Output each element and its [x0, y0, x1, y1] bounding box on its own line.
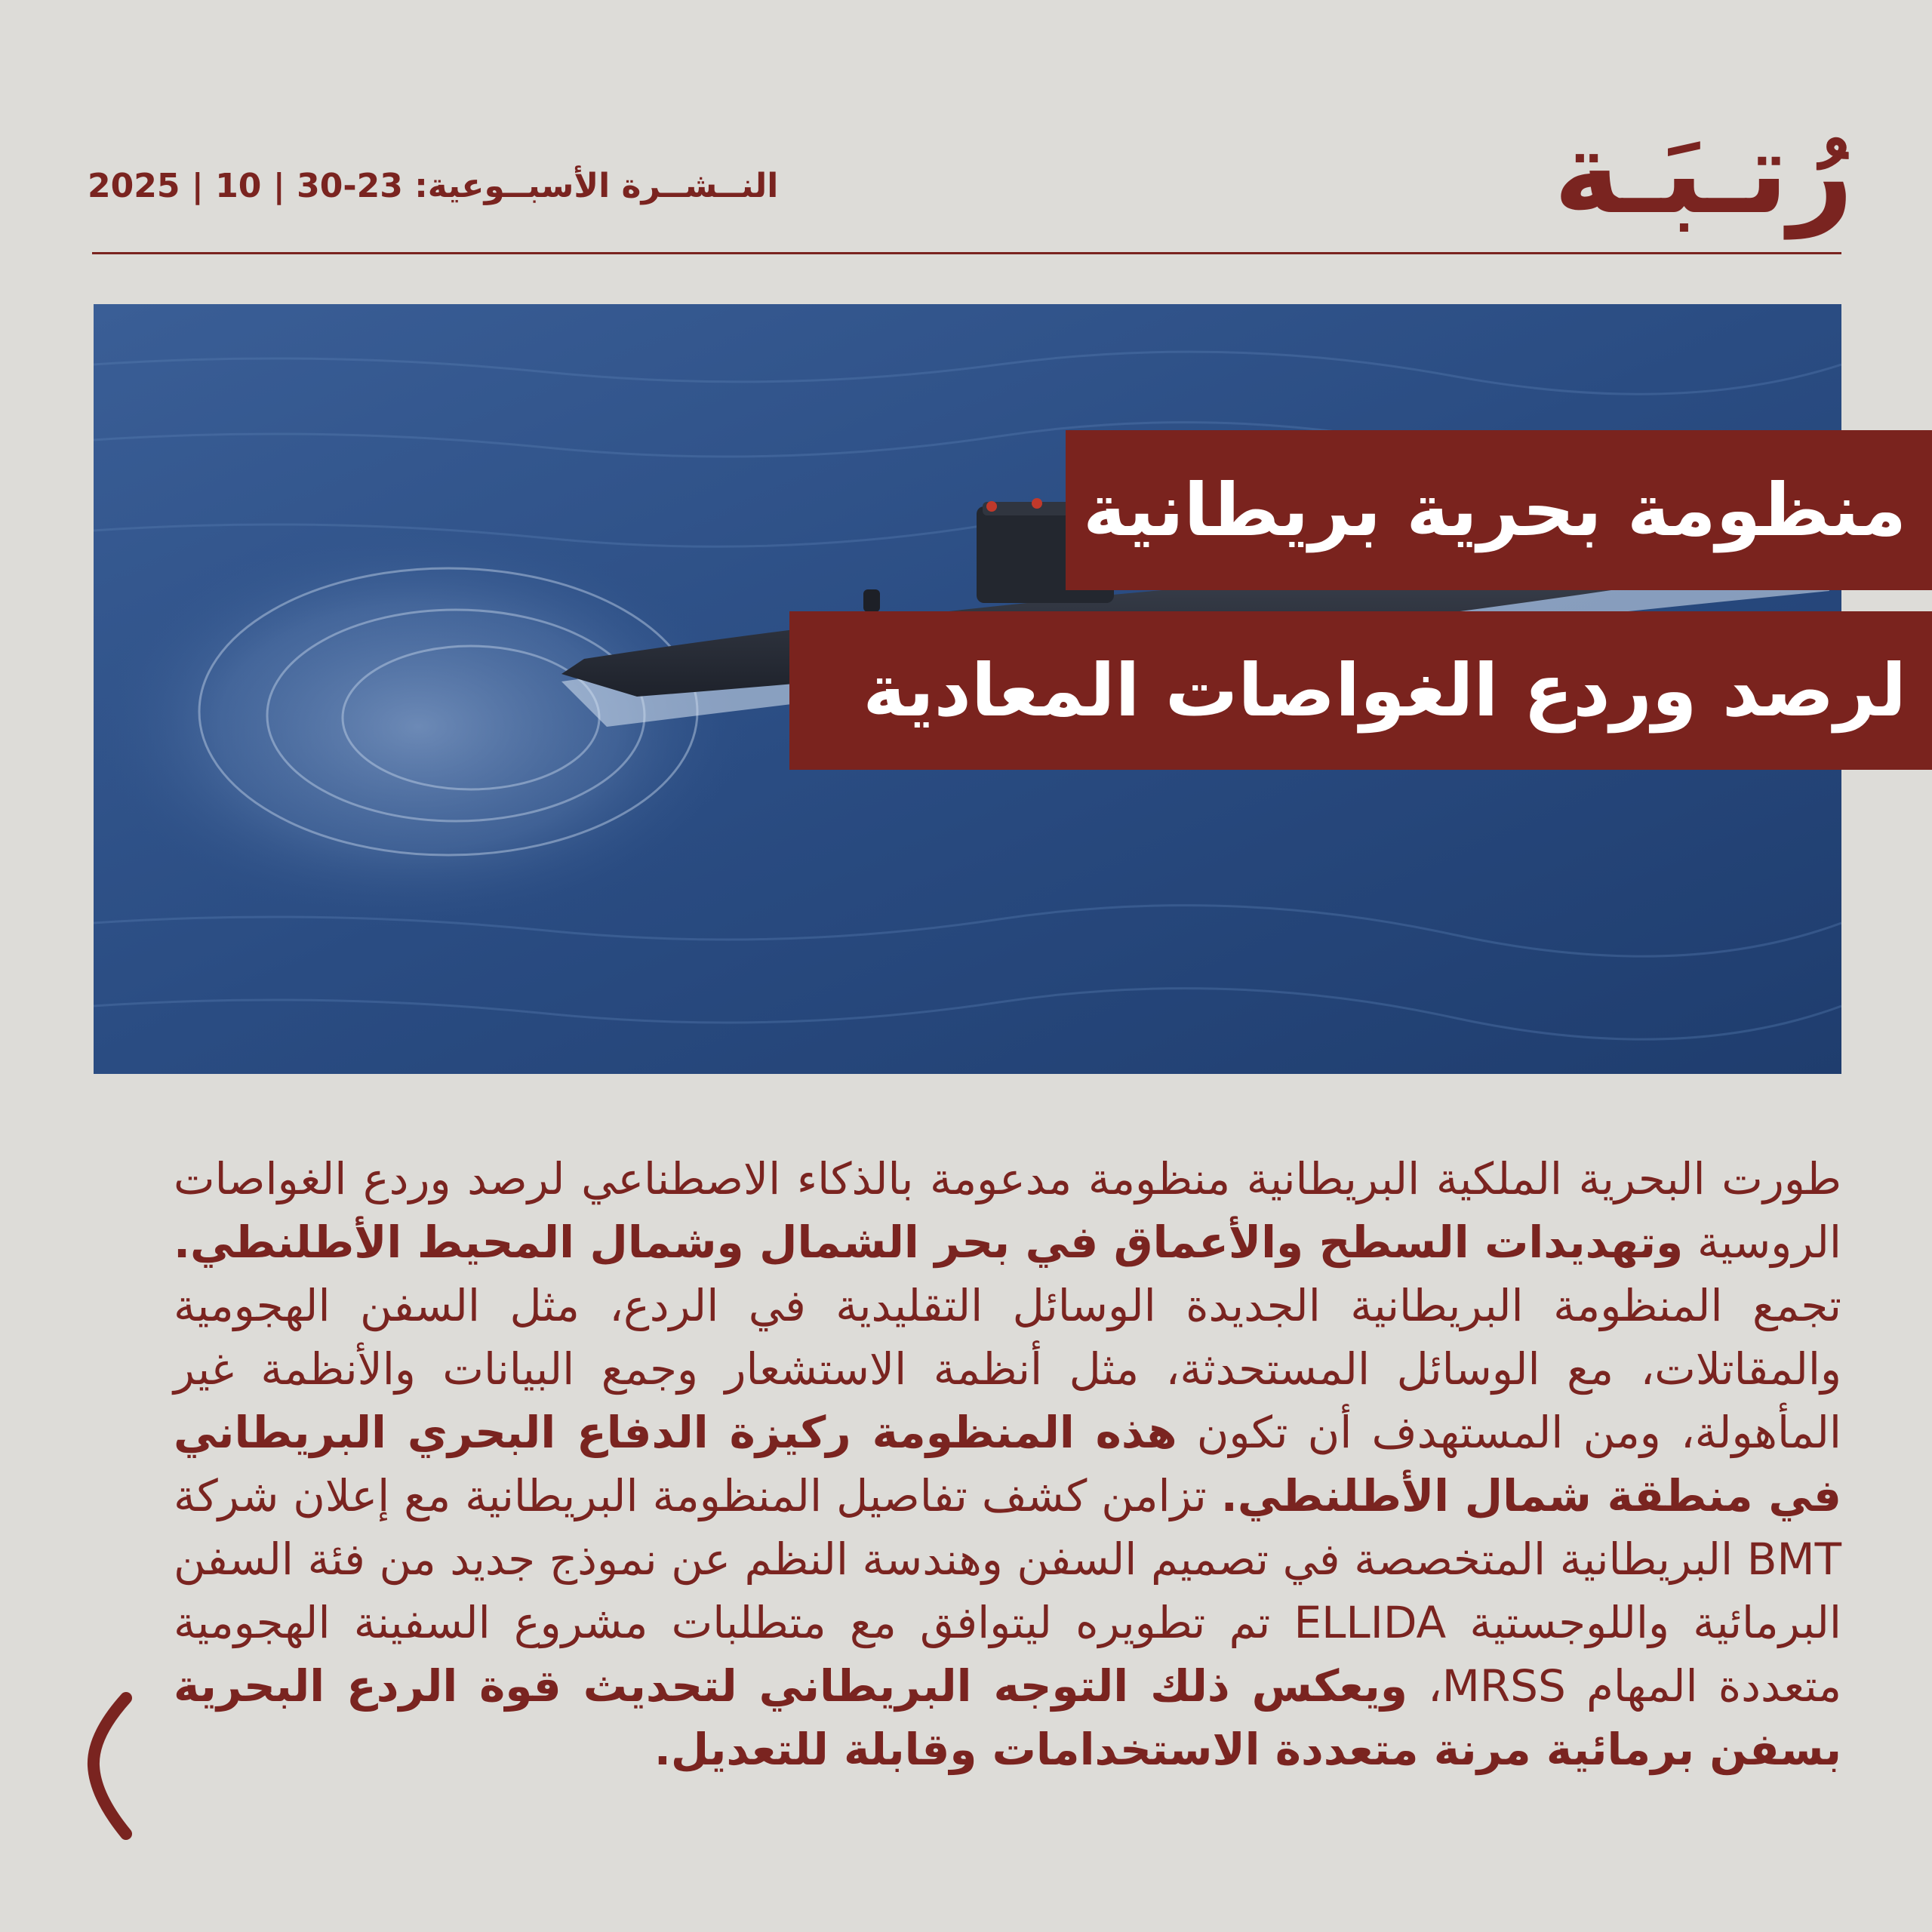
issue-label: النــشــرة الأسبــوعية: 23-30 | 10 | 2025 — [88, 167, 779, 205]
logo-text: رُتـبَـة — [1553, 108, 1854, 239]
headline-line-2: لرصد وردع الغواصات المعادية — [789, 611, 1932, 770]
article-segment: طورت البحرية الملكية البريطانية منظومة مدعومة بالذكاء الاصطناعي لرصد وردع الغواصات الروسية — [174, 1153, 1841, 1268]
article-body — [174, 1147, 1841, 1879]
chevron-left-icon[interactable] — [85, 1690, 137, 1841]
article-segment-bold: وتهديدات السطح والأعماق في بحر الشمال وشمال المحيط الأطلنطي. — [174, 1217, 1684, 1268]
brand-logo — [1553, 106, 1854, 242]
article-segment: تزامن كشف تفاصيل المنظومة البريطانية مع إعلان شركة BMT البريطانية المتخصصة في تصميم السفن وهندسة النظم عن نموذج جديد من فئة السفن البرمائية واللوجستية ELLIDA تم تطويره ليتوافق مع متطلبات مشروع السفينة الهجومية متعددة المهام MRSS، — [174, 1470, 1842, 1712]
header-divider — [92, 252, 1841, 254]
article-segment-bold: هذه المنظومة ركيزة الدفاع البحري البريطاني في منطقة شمال الأطلنطي. — [174, 1407, 1842, 1521]
headline-line-1: منظومة بحرية بريطانية — [1066, 430, 1932, 590]
article-segment: تجمع المنظومة البريطانية الجديدة الوسائل التقليدية في الردع، مثل السفن الهجومية والمقاتلات، مع الوسائل المستحدثة، مثل أنظمة الاستشعار وجمع البيانات والأنظمة غير المأهولة، ومن المستهدف أن تكون — [174, 1280, 1841, 1458]
article-segment-bold: ويعكس ذلك التوجه البريطاني لتحديث قوة الردع البحرية بسفن برمائية مرنة متعددة الاستخدامات وقابلة للتعديل. — [174, 1660, 1841, 1775]
